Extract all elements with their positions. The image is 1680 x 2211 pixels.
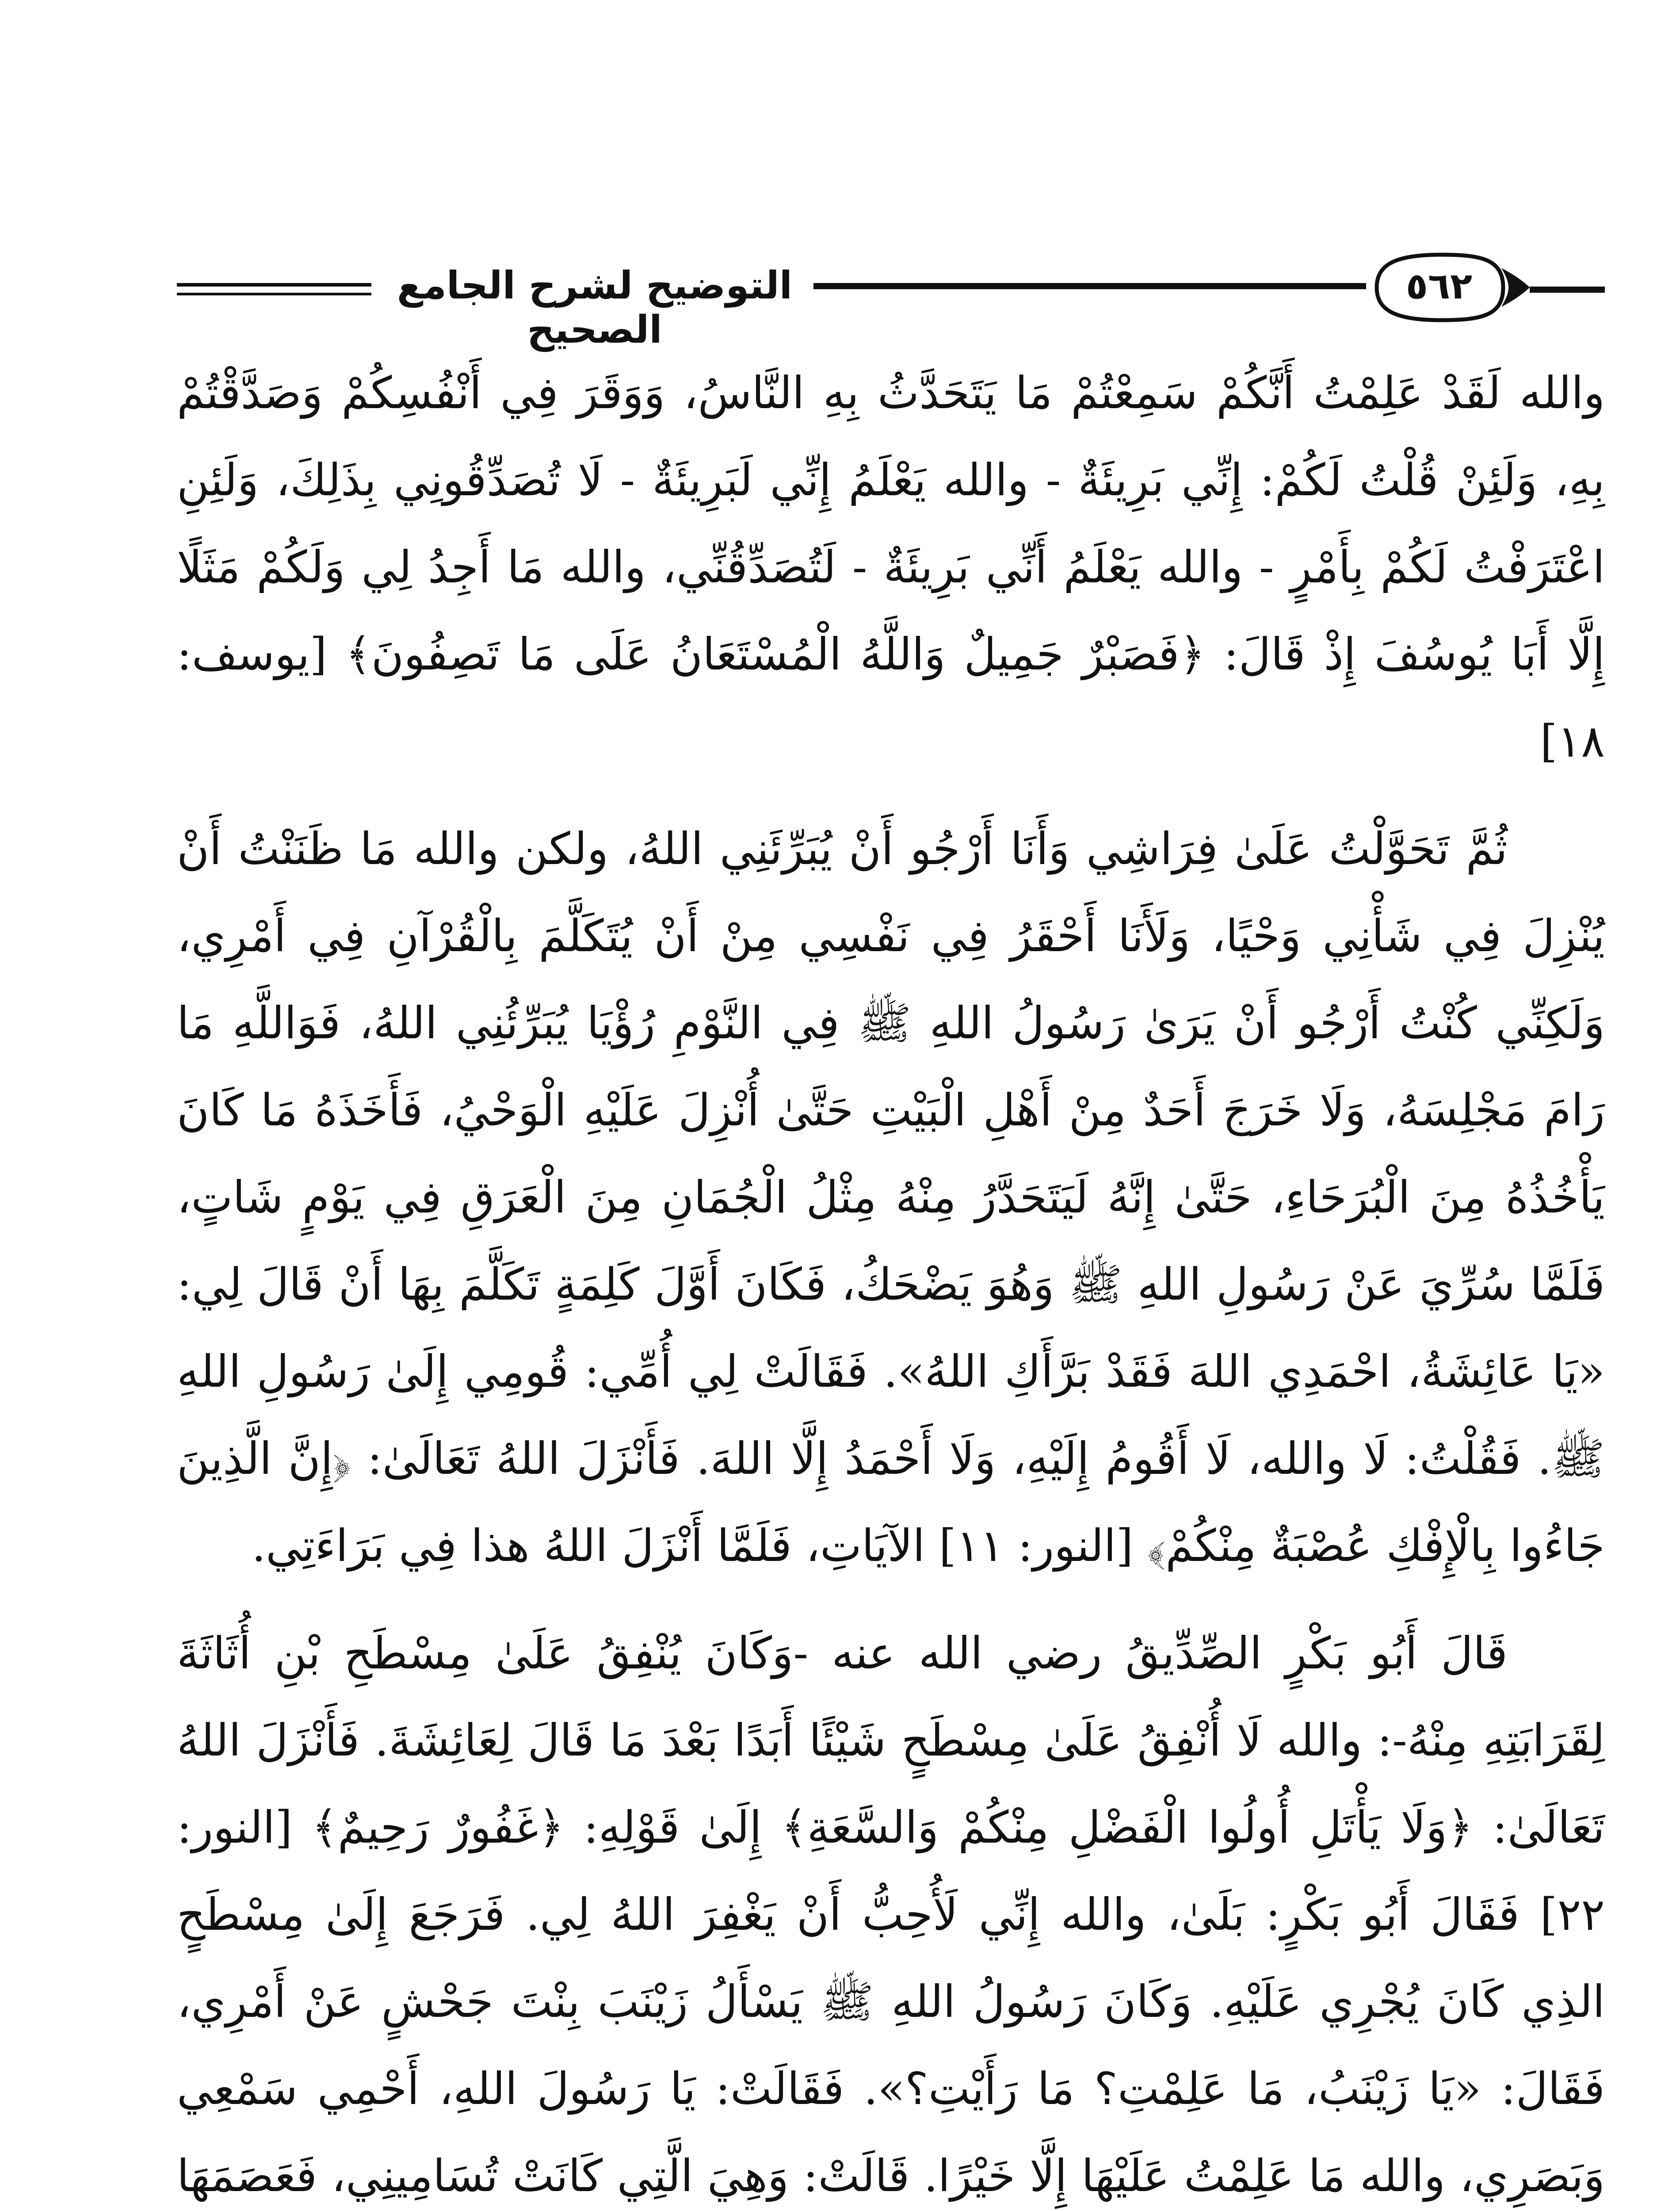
running-header [177, 248, 1605, 352]
paragraph-3: قَالَ أَبُو بَكْرٍ الصِّدِّيقُ رضي الله عنه -وَكَانَ يُنْفِقُ عَلَىٰ مِسْطَحِ بْنِ أُثَاثَةَ لِقَرَابَتِهِ مِنْهُ-: والله لَا أُنْفِقُ عَلَىٰ مِسْطَحٍ شَيْئًا أَبَدًا بَعْدَ مَا قَالَ لِعَائِشَةَ. فَأَنْزَلَ اللهُ تَعَالَىٰ: ﴿وَلَا يَأْتَلِ أُولُوا الْفَضْلِ مِنْكُمْ وَالسَّعَةِ﴾ إِلَىٰ قَوْلِهِ: ﴿غَفُورٌ رَحِيمٌ﴾ [النور: ٢٢] فَقَالَ أَبُو بَكْرٍ: بَلَىٰ، والله إِنِّي لَأُحِبُّ أَنْ يَغْفِرَ اللهُ لِي. فَرَجَعَ إِلَىٰ مِسْطَحٍ الذِي كَانَ يُجْرِي عَلَيْهِ. وَكَانَ رَسُولُ اللهِ ﷺ يَسْأَلُ زَيْنَبَ بِنْتَ جَحْشٍ عَنْ أَمْرِي، فَقَالَ: «يَا زَيْنَبُ، مَا عَلِمْتِ؟ مَا رَأَيْتِ؟». فَقَالَتْ: يَا رَسُولَ اللهِ، أَحْمِي سَمْعِي وَبَصَرِي، والله مَا عَلِمْتُ عَلَيْهَا إِلَّا خَيْرًا. قَالَتْ: وَهِيَ الَّتِي كَانَتْ تُسَامِينِي، فَعَصَمَهَا [177, 1627, 1605, 2202]
paragraph-1: والله لَقَدْ عَلِمْتُ أَنَّكُمْ سَمِعْتُمْ مَا يَتَحَدَّثُ بِهِ النَّاسُ، وَوَقَرَ فِي أَنْفُسِكُمْ وَصَدَّقْتُمْ بِهِ، وَلَئِنْ قُلْتُ لَكُمْ: إِنِّي بَرِيئَةٌ - والله يَعْلَمُ إِنِّي لَبَرِيئَةٌ - لَا تُصَدِّقُونِي بِذَلِكَ، وَلَئِنِ اعْتَرَفْتُ لَكُمْ بِأَمْرٍ - والله يَعْلَمُ أَنِّي بَرِيئَةٌ - لَتُصَدِّقُنِّي، والله مَا أَجِدُ لِي وَلَكُمْ مَثَلًا إِلَّا أَبَا يُوسُفَ إِذْ قَالَ: ﴿فَصَبْرٌ جَمِيلٌ وَاللَّهُ الْمُسْتَعَانُ عَلَى مَا تَصِفُونَ﴾ [يوسف: ١٨] [177, 367, 1605, 767]
page-number-badge [1371, 250, 1530, 325]
running-title: التوضيح لشرح الجامع الصحيح [397, 264, 793, 352]
body-text [177, 349, 1605, 2211]
header-rule-left [177, 283, 371, 295]
page-number: ٥٦٢ [1405, 265, 1473, 307]
paragraph-2: ثُمَّ تَحَوَّلْتُ عَلَىٰ فِرَاشِي وَأَنَا أَرْجُو أَنْ يُبَرِّئَنِي اللهُ، ولكن والله مَا ظَنَنْتُ أَنْ يُنْزِلَ فِي شَأْنِي وَحْيًا، وَلَأَنَا أَحْقَرُ فِي نَفْسِي مِنْ أَنْ يُتَكَلَّمَ بِالْقُرْآنِ فِي أَمْرِي، وَلَكِنِّي كُنْتُ أَرْجُو أَنْ يَرَىٰ رَسُولُ اللهِ ﷺ فِي النَّوْمِ رُؤْيَا يُبَرِّئُنِي اللهُ، فَوَاللَّهِ مَا رَامَ مَجْلِسَهُ، وَلَا خَرَجَ أَحَدٌ مِنْ أَهْلِ الْبَيْتِ حَتَّىٰ أُنْزِلَ عَلَيْهِ الْوَحْيُ، فَأَخَذَهُ مَا كَانَ يَأْخُذُهُ مِنَ الْبُرَحَاءِ، حَتَّىٰ إِنَّهُ لَيَتَحَدَّرُ مِنْهُ مِثْلُ الْجُمَانِ مِنَ الْعَرَقِ فِي يَوْمٍ شَاتٍ، فَلَمَّا سُرِّيَ عَنْ رَسُولِ اللهِ ﷺ وَهُوَ يَضْحَكُ، فَكَانَ أَوَّلَ كَلِمَةٍ تَكَلَّمَ بِهَا أَنْ قَالَ لِي: «يَا عَائِشَةُ، احْمَدِي اللهَ فَقَدْ بَرَّأَكِ اللهُ». فَقَالَتْ لِي أُمِّي: قُومِي إِلَىٰ رَسُولِ اللهِ ﷺ. فَقُلْتُ: لَا والله، لَا أَقُومُ إِلَيْهِ، وَلَا أَحْمَدُ إِلَّا اللهَ. فَأَنْزَلَ اللهُ تَعَالَىٰ: ﴿إِنَّ الَّذِينَ جَاءُوا بِالْإِفْكِ عُصْبَةٌ مِنْكُمْ﴾ [النور: ١١] الآيَاتِ، فَلَمَّا أَنْزَلَ اللهُ هذا فِي بَرَاءَتِي. [177, 823, 1605, 1572]
header-rule-right [1530, 287, 1605, 293]
header-rule-middle [813, 283, 1366, 289]
